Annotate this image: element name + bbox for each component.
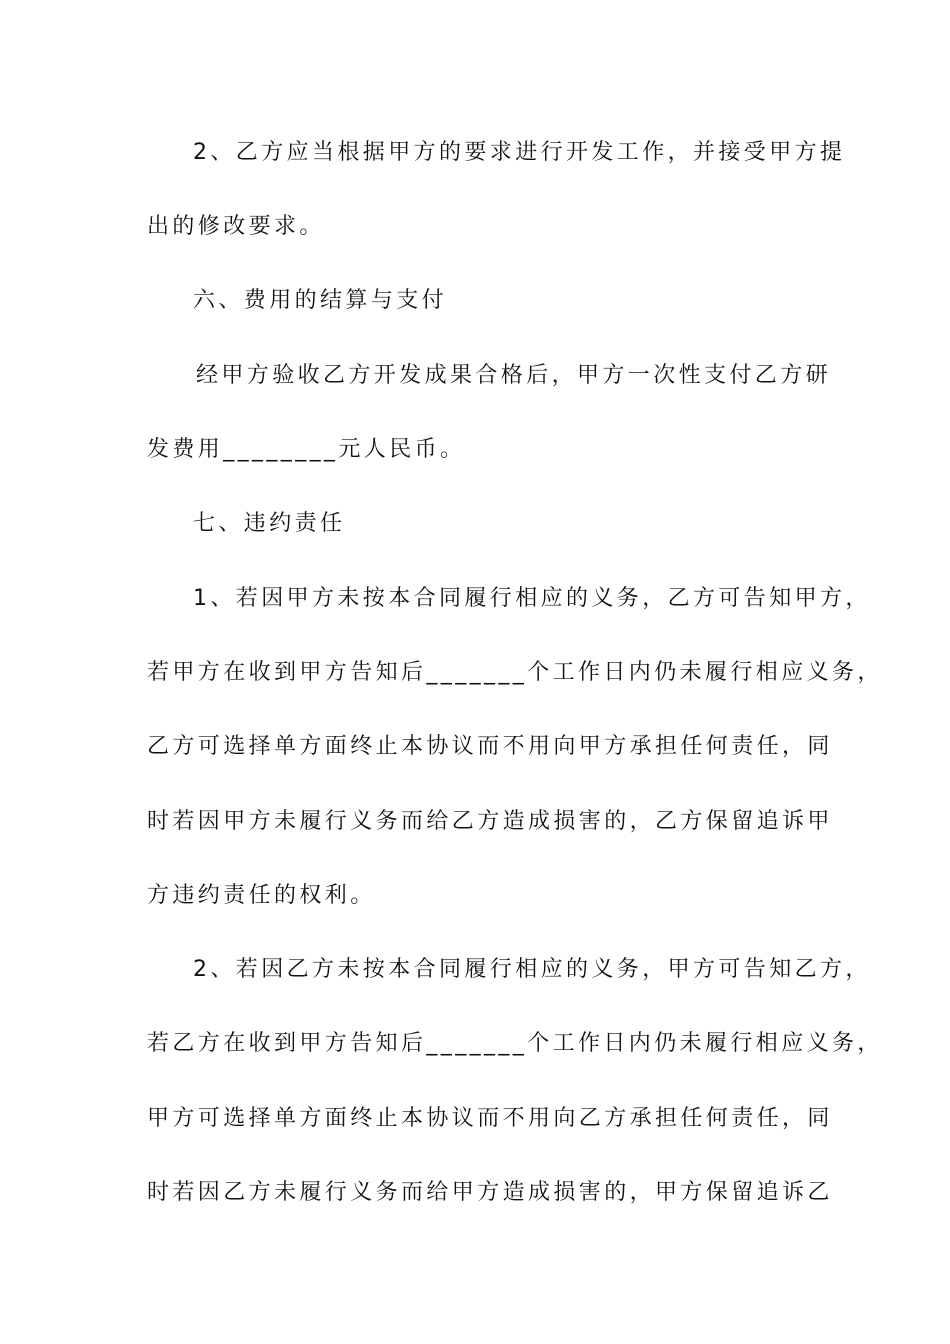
clause-7-2-line-3: 甲方可选择单方面终止本协议而不用向乙方承担任何责任，同 <box>147 1106 833 1131</box>
clause-5-2-line-2: 出的修改要求。 <box>147 214 325 239</box>
clause-7-2-line-4: 时若因乙方未履行义务而给甲方造成损害的，甲方保留追诉乙 <box>147 1180 833 1205</box>
clause-7-1-line-5: 方违约责任的权利。 <box>147 883 376 908</box>
section-6-heading: 六、费用的结算与支付 <box>193 288 448 313</box>
clause-5-2-line-1: 2、乙方应当根据甲方的要求进行开发工作，并接受甲方提 <box>193 140 846 165</box>
section-6-line-1: 经甲方验收乙方开发成果合格后，甲方一次性支付乙方研 <box>196 363 832 388</box>
clause-7-2-line-2: 若乙方在收到甲方告知后_______个工作日内仍未履行相应义务， <box>147 1031 883 1056</box>
clause-7-1-line-1: 1、若因甲方未按本合同履行相应的义务，乙方可告知甲方， <box>193 586 871 611</box>
clause-7-1-line-4: 时若因甲方未履行义务而给乙方造成损害的，乙方保留追诉甲 <box>147 809 833 834</box>
clause-7-1-line-2: 若甲方在收到甲方告知后_______个工作日内仍未履行相应义务， <box>147 660 883 685</box>
section-6-line-2: 发费用________元人民币。 <box>147 437 466 462</box>
section-7-heading: 七、违约责任 <box>193 511 346 536</box>
clause-7-2-line-1: 2、若因乙方未按本合同履行相应的义务，甲方可告知乙方， <box>193 957 871 982</box>
clause-7-1-line-3: 乙方可选择单方面终止本协议而不用向甲方承担任何责任，同 <box>147 734 833 759</box>
